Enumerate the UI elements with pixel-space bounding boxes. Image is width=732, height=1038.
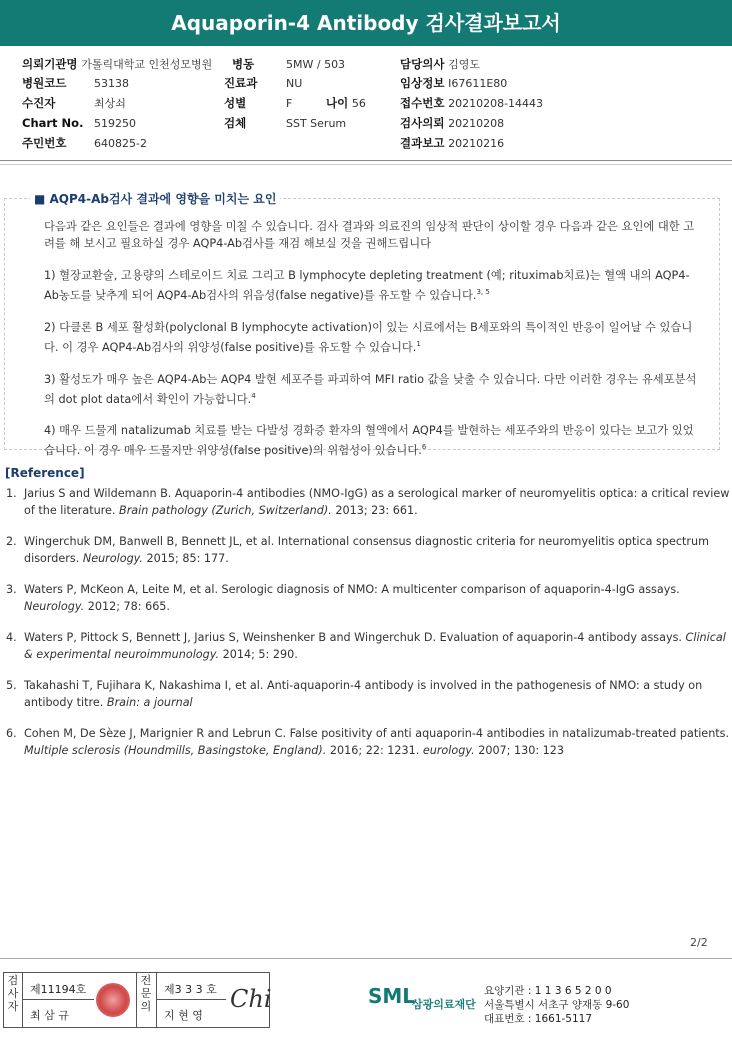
factor-item-3-text: 3) 활성도가 매우 높은 AQP4-Ab는 AQP4 발현 세포주를 파괴하여 MFI ratio 값을 낮출 수 있습니다. 다만 이러한 경우는 유세포분석의 dot plot data에서 확인이 가능합니다. (44, 372, 697, 406)
factor-item-3 (44, 371, 704, 408)
reference-text: Cohen M, De Sèze J, Marignier R and Lebrun C. False positivity of anti aquaporin-4 antibodies in natalizumab-treated patients. (24, 727, 730, 740)
reference-text: Jarius S and Wildemann B. Aquaporin-4 antibodies (NMO-IgG) as a serological marker of neuromyelitis optica: a critical review of the literature. (24, 487, 730, 517)
reference-text: Wingerchuk DM, Banwell B, Bennett JL, et al. International consensus diagnostic criteria for neuromyelitis optica spectrum disorders. (24, 535, 709, 565)
reference-journal-fragment: eurology. (422, 743, 475, 757)
ward-label: 병동 (232, 57, 255, 71)
department-label: 진료과 (224, 76, 258, 90)
header-divider (0, 160, 732, 161)
resident-no-value: 640825-2 (94, 137, 147, 150)
factor-item-1 (44, 267, 704, 304)
hospital-code-value: 53138 (94, 77, 129, 90)
factor-item-4 (44, 422, 704, 459)
recipient-label: 수진자 (22, 96, 56, 110)
lab-address: 서울특별시 서초구 양재동 9-60 (484, 999, 630, 1011)
factor-item-1-ref: 3, 5 (476, 288, 490, 296)
reference-text: Takahashi T, Fujihara K, Nakashima I, et al. Anti-aquaporin-4 antibody is involved in the pathogenesis of NMO: a study on antibody titre. (24, 679, 703, 709)
ward-value: 5MW / 503 (286, 58, 346, 71)
tester-name: 최 삼 규 (30, 1009, 69, 1022)
reference-citation-fragment: 2007; 130: 123 (478, 743, 565, 757)
signature-row-divider (156, 999, 226, 1000)
reference-text: Waters P, McKeon A, Leite M, et al. Serologic diagnosis of NMO: A multicenter comparison of aquaporin-4-IgG assays. (24, 583, 680, 596)
clinical-info-value: I67611E80 (448, 77, 508, 90)
reference-item (6, 582, 732, 615)
factor-item-2 (44, 319, 704, 356)
references-list (6, 486, 732, 774)
signature-divider (156, 973, 157, 1027)
seal-stamp (96, 983, 130, 1017)
reference-citation: 2014; 5: 290. (222, 647, 298, 661)
reference-item (6, 534, 732, 567)
reference-number: 2. (6, 535, 17, 548)
reference-text: Waters P, Pittock S, Bennett J, Jarius S, Weinshenker B and Wingerchuk D. Evaluation of aquaporin-4 antibody assays. (24, 631, 682, 644)
specialist-license: 제3 3 3 호 (164, 983, 217, 996)
factors-text (44, 218, 704, 474)
institution-label: 의뢰기관명 (22, 57, 78, 71)
specimen-label: 검체 (224, 116, 247, 130)
lab-code: 요양기관 : 1 1 3 6 5 2 0 0 (484, 985, 612, 997)
reference-citation: 2015; 85: 177. (146, 551, 229, 565)
specialist-name: 지 현 영 (164, 1009, 203, 1022)
factor-item-4-text: 4) 매우 드물게 natalizumab 치료를 받는 다발성 경화증 환자의 혈액에서 AQP4를 발현하는 세포주와의 반응이 있다는 보고가 있었습니다. 이 경우 매우 드물지만 위양성(false positive)의 위험성이 있습니다. (44, 424, 694, 458)
department-value: NU (286, 77, 303, 90)
reference-item (6, 678, 732, 711)
signature-box (3, 972, 270, 1028)
sex-value: F (286, 97, 293, 110)
reference-journal: Neurology. (82, 551, 143, 565)
factor-item-2-ref: 1 (416, 339, 421, 348)
receipt-no-value: 20210208-14443 (448, 97, 544, 110)
reference-item (6, 726, 732, 759)
lab-phone: 대표번호 : 1661-5117 (484, 1013, 593, 1025)
reference-citation: 2016; 22: 1231. (329, 743, 420, 757)
reference-number: 3. (6, 583, 17, 596)
reference-journal: Brain pathology (Zurich, Switzerland). (119, 503, 332, 517)
request-date-value: 20210208 (448, 117, 505, 130)
doctor-value: 김영도 (448, 58, 480, 71)
signature-divider (22, 973, 23, 1027)
tester-label: 검사자 (7, 974, 19, 1013)
factors-heading: ■ AQP4-Ab검사 결과에 영향을 미치는 요인 (30, 190, 280, 207)
factors-intro: 다음과 같은 요인들은 결과에 영향을 미칠 수 있습니다. 검사 결과와 의료진의 임상적 판단이 상이할 경우 다음과 같은 요인에 대한 고려를 해 보시고 필요하실 경우 AQP4-Ab검사를 재검 해보실 것을 권해드립니다 (44, 220, 695, 250)
handwritten-signature: Chi (230, 985, 272, 1013)
request-date-label: 검사의뢰 (400, 116, 445, 130)
chart-no-value: 519250 (94, 117, 136, 130)
page-number: 2/2 (690, 936, 708, 949)
reference-number: 1. (6, 487, 17, 500)
doctor-label: 담당의사 (400, 57, 445, 71)
recipient-value: 최상쇠 (94, 97, 126, 110)
age-label: 나이 (326, 96, 349, 110)
specialist-label: 전문의 (140, 974, 152, 1013)
reference-journal: Brain: a journal (106, 695, 193, 709)
chart-no-label: Chart No. (22, 116, 84, 130)
reference-item (6, 486, 732, 519)
report-date-label: 결과보고 (400, 136, 445, 150)
clinical-info-label: 임상정보 (400, 76, 445, 90)
header-divider-secondary (0, 164, 732, 165)
factor-item-3-ref: 4 (251, 391, 256, 400)
receipt-no-label: 접수번호 (400, 96, 445, 110)
reference-item (6, 630, 732, 663)
reference-journal: Multiple sclerosis (Houndmills, Basingstoke, England). (24, 743, 327, 757)
age-value: 56 (351, 97, 366, 110)
signature-row-divider (22, 999, 94, 1000)
reference-journal: Clinical & experimental neuroimmunology. (24, 631, 726, 661)
factor-item-1-text: 1) 혈장교환술, 고용량의 스테로이드 치료 그리고 B lymphocyte depleting treatment (예; rituximab치료)는 혈액 내의 AQP4-Ab농도를 낮추게 되어 AQP4-Ab검사의 위음성(false negative)를 유도할 수 있습니다. (44, 269, 690, 302)
hospital-code-label: 병원코드 (22, 76, 67, 90)
institution-value: 가톨릭대학교 인천성모병원 (81, 58, 213, 71)
reference-number: 5. (6, 679, 17, 692)
report-date-value: 20210216 (448, 137, 505, 150)
factor-item-4-ref: 6 (421, 443, 427, 452)
signature-divider (136, 973, 137, 1027)
reference-citation: 2012; 78: 665. (87, 599, 170, 613)
lab-name: 삼광의료재단 (412, 998, 476, 1011)
sex-label: 성별 (224, 96, 247, 110)
report-title: Aquaporin-4 Antibody 검사결과보고서 (0, 0, 732, 46)
reference-number: 4. (6, 631, 17, 644)
reference-journal: Neurology. (24, 599, 85, 613)
specimen-value: SST Serum (286, 117, 347, 130)
reference-number: 6. (6, 727, 17, 740)
footer-divider (0, 958, 732, 959)
factor-item-2-text: 2) 다클론 B 세포 활성화(polyclonal B lymphocyte activation)이 있는 시료에서는 B세포와의 특이적인 반응이 일어날 수 있습니다. 이 경우 AQP4-Ab검사의 위양성(false positive)를 유도할 수 있습니다. (44, 320, 693, 354)
lab-contact (484, 984, 629, 1026)
sml-logo: SML (368, 984, 416, 1008)
references-heading: [Reference] (5, 466, 85, 480)
reference-citation: 2013; 23: 661. (335, 503, 418, 517)
resident-no-label: 주민번호 (22, 136, 67, 150)
tester-license: 제11194호 (30, 983, 87, 996)
